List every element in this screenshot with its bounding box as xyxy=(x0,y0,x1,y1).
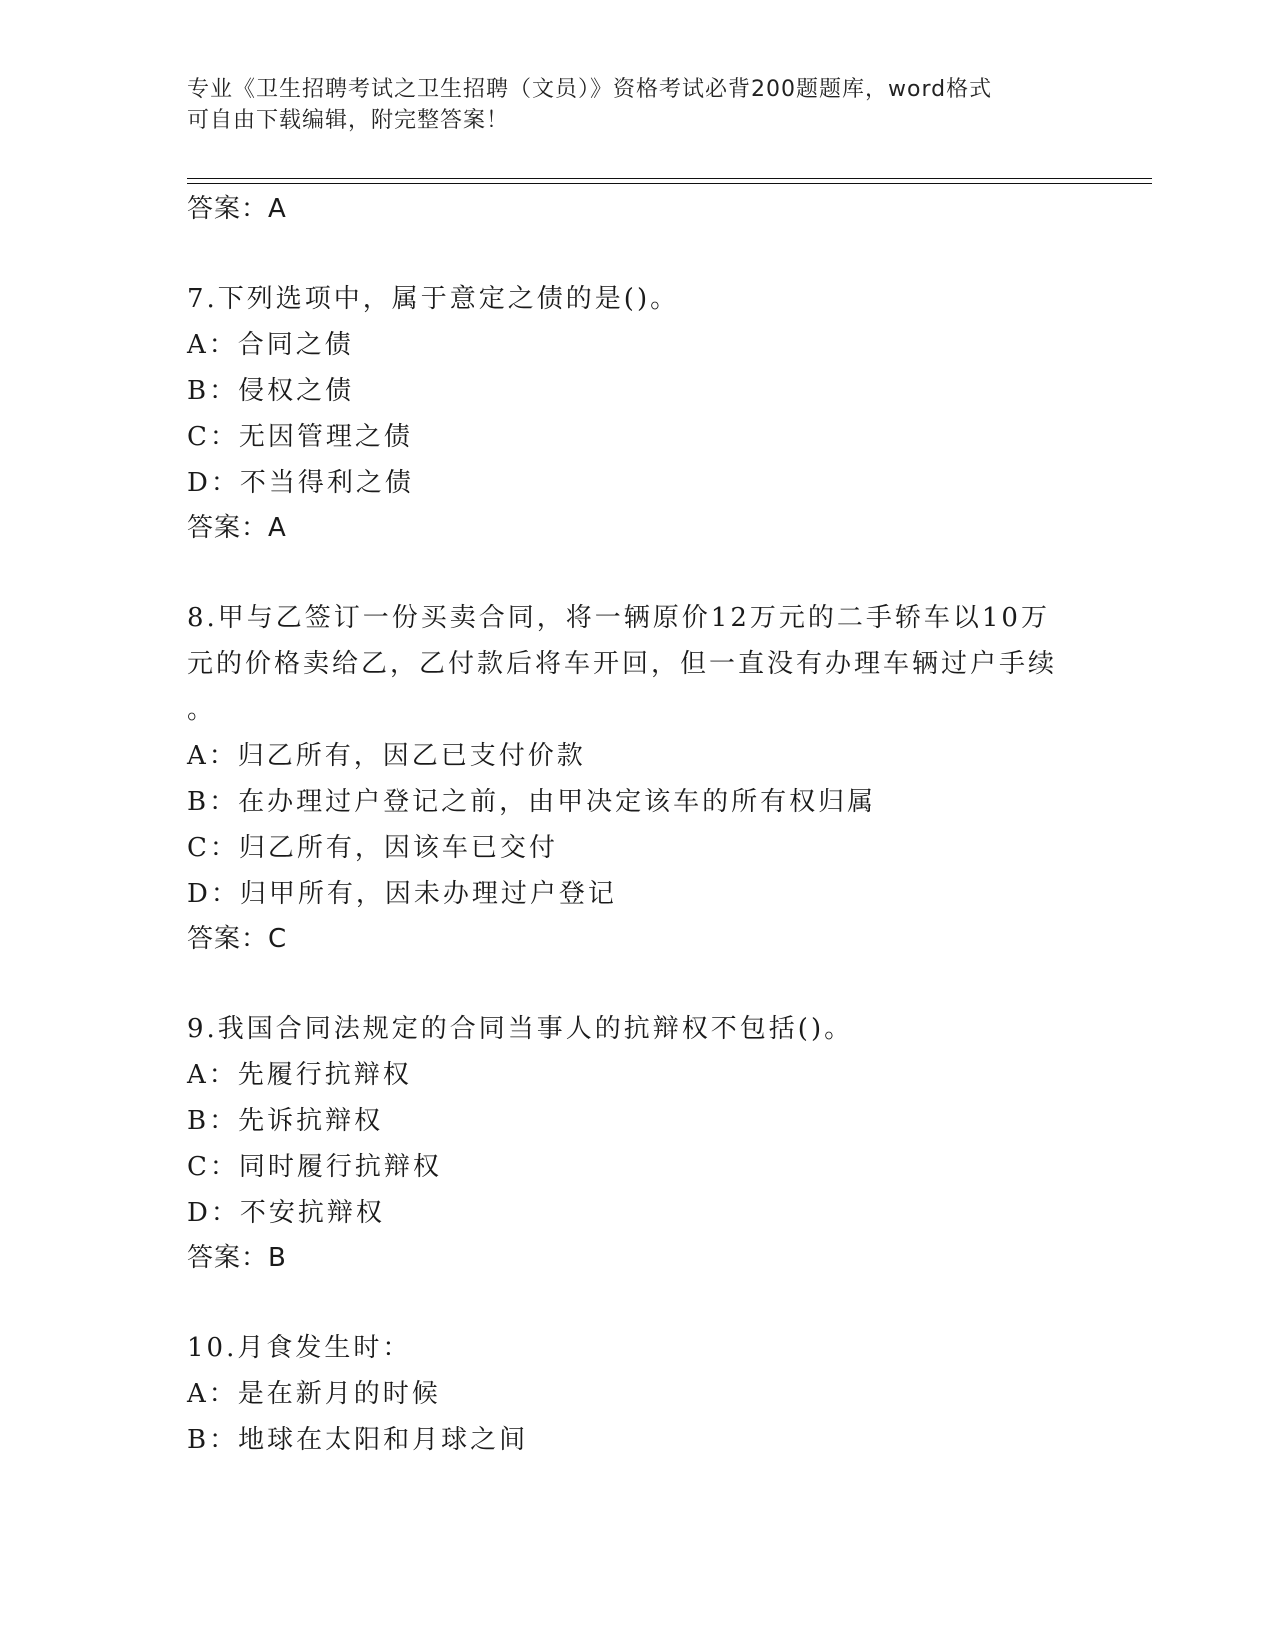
document-header xyxy=(187,74,1067,136)
question-stem: 元的价格卖给乙，乙付款后将车开回，但一直没有办理车辆过户手续 xyxy=(187,649,1058,679)
document-body xyxy=(187,187,1077,1463)
header-divider xyxy=(187,178,1152,179)
header-line-1: 专业《卫生招聘考试之卫生招聘（文员）》资格考试必背200题题库，word格式 xyxy=(187,77,993,102)
option-d: D：不安抗辩权 xyxy=(187,1198,385,1228)
header-line-2: 可自由下载编辑，附完整答案！ xyxy=(187,108,510,133)
option-a: A：合同之债 xyxy=(187,330,354,360)
option-b: B：在办理过户登记之前，由甲决定该车的所有权归属 xyxy=(187,787,877,817)
question-8 xyxy=(187,595,1077,961)
option-b: B：侵权之债 xyxy=(187,376,355,406)
option-b: B：地球在太阳和月球之间 xyxy=(187,1425,529,1455)
question-9 xyxy=(187,1006,1077,1280)
option-d: D：不当得利之债 xyxy=(187,468,414,498)
option-a: A：先履行抗辩权 xyxy=(187,1060,412,1090)
question-stem: 9.我国合同法规定的合同当事人的抗辩权不包括()。 xyxy=(187,1014,854,1044)
option-c: C：归乙所有，因该车已交付 xyxy=(187,833,558,863)
question-stem: 8.甲与乙签订一份买卖合同，将一辆原价12万元的二手轿车以10万 xyxy=(187,603,1050,633)
option-c: C：同时履行抗辩权 xyxy=(187,1152,442,1182)
answer-line: 答案：B xyxy=(187,1243,287,1273)
option-a: A：归乙所有，因乙已支付价款 xyxy=(187,741,586,771)
header-divider-second xyxy=(187,183,1152,184)
question-stem: 7.下列选项中，属于意定之债的是()。 xyxy=(187,284,680,314)
option-d: D：归甲所有，因未办理过户登记 xyxy=(187,879,617,909)
answer-line: 答案：A xyxy=(187,513,287,543)
option-b: B：先诉抗辩权 xyxy=(187,1106,384,1136)
option-a: A：是在新月的时候 xyxy=(187,1379,441,1409)
answer-line: 答案：A xyxy=(187,194,287,224)
answer-line: 答案：C xyxy=(187,924,288,954)
option-c: C：无因管理之债 xyxy=(187,422,413,452)
question-stem: 。 xyxy=(187,695,217,725)
question-7 xyxy=(187,276,1077,550)
question-stem: 10.月食发生时： xyxy=(187,1333,412,1363)
question-10 xyxy=(187,1325,1077,1463)
